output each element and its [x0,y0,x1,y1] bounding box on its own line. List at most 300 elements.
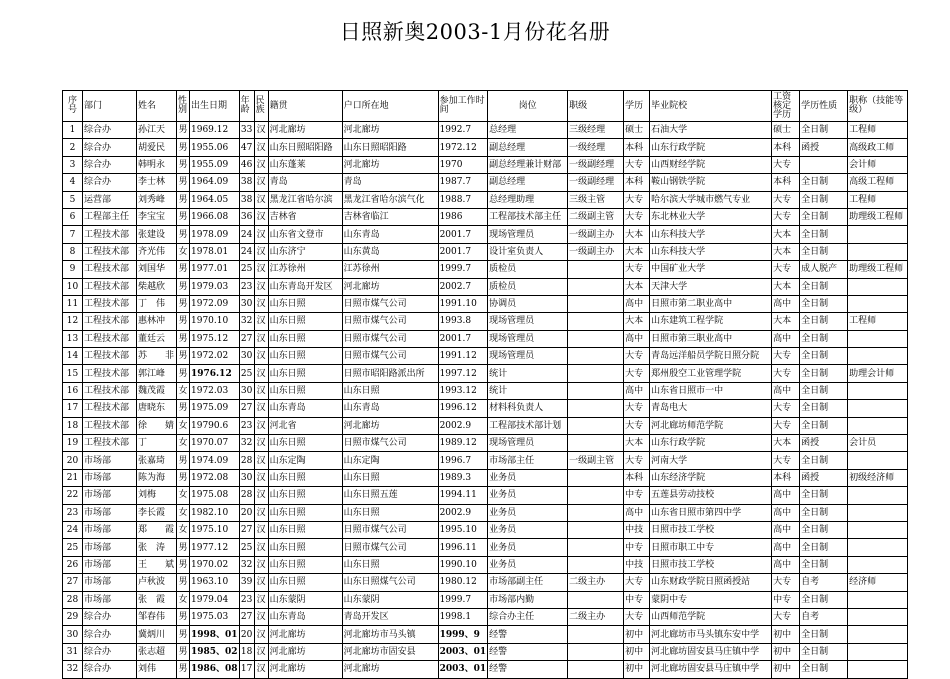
cell-index: 3 [63,156,83,173]
cell-gender: 女 [177,487,190,504]
cell-school: 青岛远洋船员学院日照分院 [650,348,772,365]
cell-birth-date: 1970.07 [190,435,240,452]
cell-birth-date: 1975.09 [190,400,240,417]
column-header: 户口所在地 [342,91,438,122]
cell-school: 东北林业大学 [650,208,772,225]
cell-position: 业务员 [488,504,568,521]
cell-ethnicity: 汉 [254,469,268,486]
cell-education-type: 函授 [800,139,848,156]
cell-department: 市场部 [83,452,137,469]
cell-pay-education: 初中 [772,626,800,643]
cell-school: 青岛电大 [650,400,772,417]
cell-department: 工程技术部 [83,278,137,295]
cell-education: 初中 [624,626,650,643]
cell-work-start: 1993.12 [438,382,488,399]
cell-index: 8 [63,243,83,260]
cell-position: 协调员 [488,295,568,312]
cell-index: 16 [63,382,83,399]
cell-index: 18 [63,417,83,434]
cell-gender: 女 [177,504,190,521]
cell-ethnicity: 汉 [254,226,268,243]
cell-age: 23 [239,417,254,434]
cell-gender: 男 [177,348,190,365]
cell-name: 苏 非 [137,348,177,365]
page-title: 日照新奥2003-1月份花名册 [339,20,611,44]
cell-gender: 男 [177,643,190,660]
cell-department: 综合办 [83,174,137,191]
cell-native-place: 河北廊坊 [268,626,342,643]
cell-ethnicity: 汉 [254,435,268,452]
cell-name: 刘梅 [137,487,177,504]
cell-position: 工程部技术部计划 [488,417,568,434]
cell-age: 20 [239,504,254,521]
cell-ethnicity: 汉 [254,539,268,556]
cell-name: 张 涛 [137,539,177,556]
cell-gender: 女 [177,243,190,260]
cell-education-type: 函授 [800,469,848,486]
cell-education: 大专 [624,261,650,278]
cell-index: 29 [63,608,83,625]
cell-gender: 男 [177,400,190,417]
cell-work-start: 1998.1 [438,608,488,625]
cell-gender: 男 [177,295,190,312]
cell-gender: 男 [177,122,190,139]
cell-ethnicity: 汉 [254,365,268,382]
cell-index: 24 [63,521,83,538]
cell-gender: 男 [177,191,190,208]
table-row [63,295,908,312]
cell-education-type: 全日制 [800,313,848,330]
cell-native-place: 山东日照 [268,313,342,330]
cell-education-type: 全日制 [800,365,848,382]
cell-index: 5 [63,191,83,208]
cell-name: 郑 霞 [137,521,177,538]
cell-work-start: 1988.7 [438,191,488,208]
cell-ethnicity: 汉 [254,191,268,208]
cell-index: 7 [63,226,83,243]
cell-gender: 男 [177,278,190,295]
cell-education: 大本 [624,435,650,452]
cell-pay-education: 大专 [772,348,800,365]
cell-school: 山东省日照市第四中学 [650,504,772,521]
cell-native-place: 山东定陶 [268,452,342,469]
cell-education-type: 全日制 [800,278,848,295]
cell-native-place: 山东济宁 [268,243,342,260]
cell-school: 石油大学 [650,122,772,139]
cell-title [848,452,908,469]
cell-residence: 山东青岛 [342,400,438,417]
cell-pay-education: 本科 [772,174,800,191]
cell-rank: 二级主办 [568,608,624,625]
cell-title [848,626,908,643]
cell-work-start: 2002.9 [438,504,488,521]
column-header: 序号 [63,91,83,122]
cell-school: 山东科技大学 [650,243,772,260]
cell-residence: 日照市煤气公司 [342,295,438,312]
cell-school: 山东经济学院 [650,469,772,486]
table-row [63,278,908,295]
cell-school: 河北廊坊市马头镇东安中学 [650,626,772,643]
cell-ethnicity: 汉 [254,261,268,278]
cell-native-place: 山东日照 [268,330,342,347]
table-row [63,313,908,330]
cell-work-start: 1994.11 [438,487,488,504]
cell-ethnicity: 汉 [254,122,268,139]
cell-index: 23 [63,504,83,521]
cell-school: 日照市职工中专 [650,539,772,556]
cell-school: 山东建筑工程学院 [650,313,772,330]
cell-title [848,400,908,417]
cell-residence: 日照市煤气公司 [342,313,438,330]
table-row [63,226,908,243]
cell-title [848,608,908,625]
cell-rank [568,348,624,365]
cell-native-place: 山东日照 [268,556,342,573]
cell-school: 河北廊坊师范学院 [650,417,772,434]
cell-position: 工程部技术部主任 [488,208,568,225]
cell-department: 市场部 [83,487,137,504]
cell-title [848,417,908,434]
cell-index: 19 [63,435,83,452]
cell-pay-education: 初中 [772,643,800,660]
cell-residence: 河北廊坊 [342,661,438,678]
cell-title: 会计员 [848,435,908,452]
cell-birth-date: 1978.09 [190,226,240,243]
cell-position: 质检员 [488,278,568,295]
cell-name: 李宝宝 [137,208,177,225]
cell-rank [568,661,624,678]
cell-school: 山东行政学院 [650,435,772,452]
cell-birth-date: 1975.03 [190,608,240,625]
cell-name: 董廷云 [137,330,177,347]
cell-birth-date: 1964.05 [190,191,240,208]
cell-pay-education: 本科 [772,139,800,156]
cell-native-place: 山东日照昭阳路 [268,139,342,156]
cell-residence: 青岛 [342,174,438,191]
cell-education-type: 全日制 [800,243,848,260]
cell-title [848,591,908,608]
cell-name: 齐光伟 [137,243,177,260]
cell-ethnicity: 汉 [254,661,268,678]
cell-birth-date: 1985、02 [190,643,240,660]
cell-education-type: 全日制 [800,174,848,191]
cell-rank: 二级主办 [568,574,624,591]
cell-index: 14 [63,348,83,365]
cell-title [848,295,908,312]
cell-index: 28 [63,591,83,608]
cell-education-type: 成人脱产 [800,261,848,278]
cell-residence: 山东日照昭阳路 [342,139,438,156]
cell-position: 设计室负责人 [488,243,568,260]
column-header: 出生日期 [190,91,240,122]
cell-position: 总经理 [488,122,568,139]
column-header: 籍贯 [268,91,342,122]
roster-table [62,90,908,679]
cell-education-type: 全日制 [800,452,848,469]
cell-school: 河北廊坊固安县马庄镇中学 [650,643,772,660]
cell-work-start: 1970 [438,156,488,173]
cell-education: 初中 [624,643,650,660]
cell-birth-date: 1979.03 [190,278,240,295]
cell-education-type: 全日制 [800,382,848,399]
cell-residence: 日照市昭阳路派出所 [342,365,438,382]
cell-residence: 江苏徐州 [342,261,438,278]
cell-rank [568,417,624,434]
cell-pay-education: 大本 [772,435,800,452]
cell-native-place: 山东蒙阴 [268,591,342,608]
cell-education-type: 全日制 [800,400,848,417]
table-row [63,191,908,208]
cell-native-place: 山东日照 [268,365,342,382]
cell-department: 工程技术部 [83,435,137,452]
cell-native-place: 山东日照 [268,382,342,399]
cell-native-place: 江苏徐州 [268,261,342,278]
cell-gender: 女 [177,591,190,608]
cell-pay-education: 高中 [772,539,800,556]
table-row [63,365,908,382]
cell-work-start: 1999、9 [438,626,488,643]
table-row [63,504,908,521]
cell-education-type: 全日制 [800,643,848,660]
cell-pay-education: 硕士 [772,122,800,139]
cell-native-place: 山东日照 [268,574,342,591]
cell-index: 2 [63,139,83,156]
cell-gender: 女 [177,521,190,538]
cell-age: 30 [239,295,254,312]
cell-age: 32 [239,435,254,452]
cell-pay-education: 大专 [772,574,800,591]
cell-position: 质检员 [488,261,568,278]
cell-age: 47 [239,139,254,156]
cell-pay-education: 大本 [772,278,800,295]
cell-ethnicity: 汉 [254,243,268,260]
cell-gender: 男 [177,330,190,347]
cell-position: 材料科负责人 [488,400,568,417]
cell-rank: 一级副经理 [568,156,624,173]
cell-name: 张 霞 [137,591,177,608]
cell-education-type: 全日制 [800,626,848,643]
cell-pay-education: 中专 [772,591,800,608]
cell-department: 综合办 [83,661,137,678]
cell-birth-date: 1955.09 [190,156,240,173]
cell-title [848,243,908,260]
table-row [63,435,908,452]
cell-department: 市场部 [83,539,137,556]
cell-school: 蒙阴中专 [650,591,772,608]
table-row [63,591,908,608]
cell-position: 业务员 [488,556,568,573]
cell-rank: 三级经理 [568,122,624,139]
cell-name: 冀炳川 [137,626,177,643]
table-row [63,417,908,434]
cell-rank: 二级副主管 [568,208,624,225]
cell-school: 山西师范学院 [650,608,772,625]
cell-pay-education: 本科 [772,469,800,486]
cell-residence: 河北廊坊 [342,156,438,173]
roster-body [63,122,908,679]
table-row [63,330,908,347]
cell-department: 工程技术部 [83,417,137,434]
cell-department: 工程技术部 [83,226,137,243]
cell-residence: 山东日照煤气公司 [342,574,438,591]
cell-work-start: 2002.9 [438,417,488,434]
cell-education: 大专 [624,608,650,625]
cell-age: 30 [239,348,254,365]
cell-work-start: 2003、01 [438,643,488,660]
cell-ethnicity: 汉 [254,382,268,399]
cell-rank [568,435,624,452]
cell-name: 徐 婧 [137,417,177,434]
cell-ethnicity: 汉 [254,487,268,504]
cell-name: 丁 [137,435,177,452]
cell-work-start: 1999.7 [438,591,488,608]
cell-rank [568,556,624,573]
cell-gender: 男 [177,313,190,330]
cell-age: 23 [239,591,254,608]
cell-title [848,487,908,504]
table-row [63,156,908,173]
cell-position: 经警 [488,661,568,678]
cell-department: 运营部 [83,191,137,208]
cell-gender: 女 [177,382,190,399]
cell-title [848,643,908,660]
table-row [63,487,908,504]
cell-birth-date: 1998、01 [190,626,240,643]
cell-education-type: 全日制 [800,191,848,208]
cell-native-place: 山东日照 [268,487,342,504]
cell-rank [568,365,624,382]
cell-gender: 男 [177,174,190,191]
cell-name: 张志超 [137,643,177,660]
cell-native-place: 山东蓬莱 [268,156,342,173]
cell-title [848,348,908,365]
cell-pay-education: 大专 [772,191,800,208]
cell-pay-education: 高中 [772,330,800,347]
cell-pay-education: 大专 [772,365,800,382]
cell-title: 工程师 [848,313,908,330]
cell-birth-date: 1986、08 [190,661,240,678]
cell-school: 山西财经学院 [650,156,772,173]
table-row [63,469,908,486]
cell-age: 28 [239,487,254,504]
cell-position: 统计 [488,382,568,399]
cell-native-place: 山东青岛开发区 [268,278,342,295]
cell-residence: 山东黄岛 [342,243,438,260]
column-header: 职级 [568,91,624,122]
cell-education-type: 全日制 [800,504,848,521]
cell-ethnicity: 汉 [254,574,268,591]
cell-native-place: 青岛 [268,174,342,191]
cell-department: 工程技术部 [83,261,137,278]
cell-work-start: 2002.7 [438,278,488,295]
cell-birth-date: 19790.6 [190,417,240,434]
cell-department: 市场部 [83,574,137,591]
table-row [63,556,908,573]
cell-residence: 山东青岛 [342,226,438,243]
cell-age: 17 [239,661,254,678]
column-header: 毕业院校 [650,91,772,122]
cell-ethnicity: 汉 [254,313,268,330]
cell-gender: 男 [177,208,190,225]
column-header: 岗位 [488,91,568,122]
cell-education: 大本 [624,278,650,295]
cell-birth-date: 1976.12 [190,365,240,382]
cell-birth-date: 1975.12 [190,330,240,347]
cell-age: 20 [239,626,254,643]
cell-position: 经警 [488,643,568,660]
table-row [63,174,908,191]
cell-index: 15 [63,365,83,382]
cell-position: 业务员 [488,469,568,486]
table-row [63,122,908,139]
cell-index: 10 [63,278,83,295]
table-row [63,661,908,678]
cell-birth-date: 1978.01 [190,243,240,260]
cell-native-place: 河北省 [268,417,342,434]
cell-name: 李士林 [137,174,177,191]
cell-education-type [800,156,848,173]
cell-index: 32 [63,661,83,678]
cell-age: 24 [239,243,254,260]
cell-education: 高中 [624,295,650,312]
cell-age: 25 [239,261,254,278]
cell-pay-education: 大专 [772,417,800,434]
cell-index: 6 [63,208,83,225]
cell-name: 李长霞 [137,504,177,521]
cell-department: 市场部 [83,521,137,538]
cell-rank: 一级副主管 [568,452,624,469]
cell-school: 山东省日照市一中 [650,382,772,399]
cell-work-start: 1989.12 [438,435,488,452]
cell-position: 总经理助理 [488,191,568,208]
cell-ethnicity: 汉 [254,330,268,347]
cell-age: 38 [239,174,254,191]
cell-position: 现场管理员 [488,226,568,243]
cell-pay-education: 大本 [772,243,800,260]
cell-education-type: 全日制 [800,521,848,538]
cell-pay-education: 高中 [772,382,800,399]
cell-residence: 河北廊坊 [342,417,438,434]
cell-position: 副总经理兼计财部 [488,156,568,173]
cell-position: 现场管理员 [488,313,568,330]
cell-age: 39 [239,574,254,591]
cell-birth-date: 1975.10 [190,521,240,538]
cell-title: 助理会计师 [848,365,908,382]
cell-work-start: 1992.7 [438,122,488,139]
cell-residence: 日照市煤气公司 [342,435,438,452]
cell-gender: 男 [177,556,190,573]
cell-residence: 山东日照 [342,469,438,486]
cell-name: 陈为海 [137,469,177,486]
table-row [63,521,908,538]
cell-ethnicity: 汉 [254,417,268,434]
cell-residence: 河北廊坊 [342,278,438,295]
cell-ethnicity: 汉 [254,156,268,173]
cell-gender: 女 [177,435,190,452]
column-header: 学历性质 [800,91,848,122]
cell-pay-education: 高中 [772,521,800,538]
cell-index: 4 [63,174,83,191]
cell-ethnicity: 汉 [254,452,268,469]
cell-rank [568,261,624,278]
cell-birth-date: 1966.08 [190,208,240,225]
cell-school: 鞍山钢铁学院 [650,174,772,191]
cell-birth-date: 1972.03 [190,382,240,399]
cell-work-start: 1991.10 [438,295,488,312]
cell-department: 综合办 [83,122,137,139]
cell-gender: 女 [177,417,190,434]
cell-residence: 吉林省临江 [342,208,438,225]
